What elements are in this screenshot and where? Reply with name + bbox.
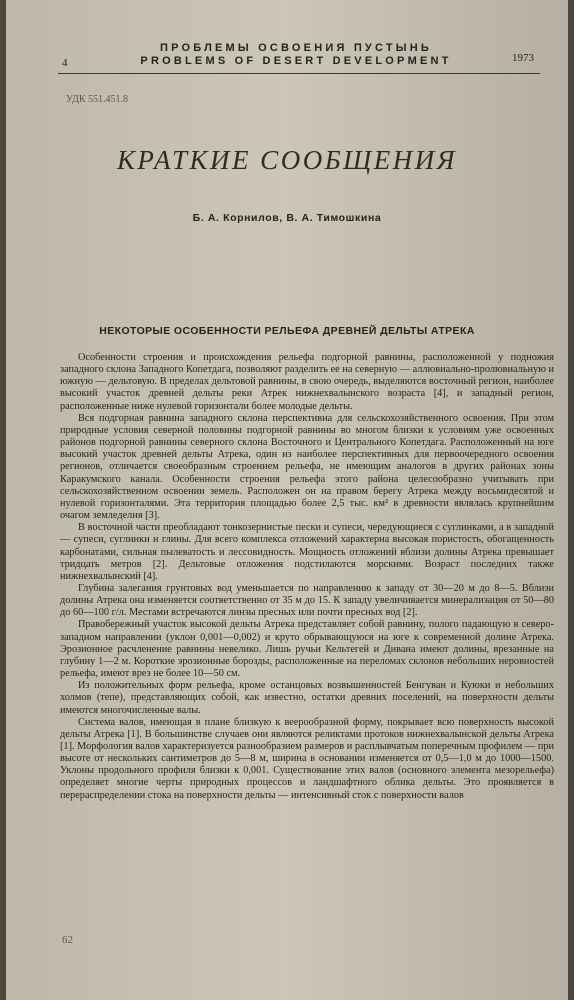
- udk-code: УДК 551.451.8: [66, 94, 129, 105]
- paragraph-4: Глубина залегания грунтовых вод уменьшается по направлению к западу от 30—20 м до 8—5. Вблизи долины Атрека она изменяется соответственно от 35 м до 15. К западу увеличивается минерализация от 50—80 до 60—100 г/л. Местами встречаются линзы пресных или почти пресных вод [2].: [60, 582, 554, 619]
- journal-page: [6, 0, 568, 1000]
- header-rule: [58, 73, 540, 74]
- article-title: НЕКОТОРЫЕ ОСОБЕННОСТИ РЕЛЬЕФА ДРЕВНЕЙ ДЕЛЬТЫ АТРЕКА: [99, 325, 475, 337]
- paragraph-6: Из положительных форм рельефа, кроме останцовых возвышенностей Бенгуван и Куюки и небольших холмов (тепе), представляющих собой, как известно, остатки древних поселений, на поверхности дельты имеются многочисленные валы.: [60, 680, 554, 716]
- paragraph-2: Вся подгорная равнина западного склона перспективна для сельскохозяйственного освоения. При этом природные условия северной половины подгорной равнины во многом близки к условиям уже освоенных районов подгорной равнины северного склона Восточного и Центрального Копетдага. Расположенный на юге высокий участок древней дельты Атрека, один из наиболее перспективных для первоочередного освоения регионов, отличается своеобразным строением рельефа, не имеющим аналогов в других районах зоны Каракумского канала. Особенности строения рельефа этого района целесообразно учитывать при сельскохозяйственном освоении земель. Расположен он на правом берегу Атрека между восьмидесятой и нулевой горизонталями. Эта территория площадью более 2,5 тыс. км² в древности являлась крупнейшим очагом земледелия [3].: [60, 412, 554, 522]
- paragraph-7: Система валов, имеющая в плане близкую к веерообразной форму, покрывает всю поверхность высокой дельты Атрека [1]. В большинстве случаев они являются реликтами протоков нижнехвалынской дельты Атрека [1]. Морфология валов характеризуется разнообразием размеров и расплывчатым поперечным профилем — при высоте от нескольких сантиметров до 5—8 м, ширина в основании изменяется от 0,5—1,0 м до 1000—1500. Уклоны продольного профиля близки к 0,001. Существование этих валов (основного элемента мезорельефа) определяет многие черты природных процессов и ландшафтного облика дельты. Это проявляется в перераспределении стока на поверхности дельты — интенсивный сток с поверхности валов: [60, 716, 554, 801]
- header-journal-title-ru: ПРОБЛЕМЫ ОСВОЕНИЯ ПУСТЫНЬ: [160, 42, 432, 54]
- article-body: [60, 352, 554, 802]
- header-page-number: 4: [62, 57, 68, 69]
- folio-number: 62: [62, 934, 73, 946]
- header-journal-title-en: PROBLEMS OF DESERT DEVELOPMENT: [140, 55, 452, 67]
- section-title: КРАТКИЕ СООБЩЕНИЯ: [116, 145, 458, 175]
- paragraph-5: Правобережный участок высокой дельты Атрека представляет собой равнину, полого падающую в северо-западном направлении (уклон 0,001—0,002) и круто обрывающуюся на юге к современной долине Атрека. Эрозионное расчленение равнины невелико. Лишь ручьи Кельтегей и Дивана имеют долины, врезанные на глубину 1—2 м. Короткие эрозионные борозды, расположенные на переломах склонов небольших неровностей рельефа, имеют врез не более 10—50 см.: [60, 619, 554, 680]
- paragraph-1: Особенности строения и происхождения рельефа подгорной равнины, расположенной у подножия западного склона Западного Копетдага, позволяют разделить ее на северную — аллювиально-пролювиальную и южную — дельтовую. В пределах дельтовой равнины, в свою очередь, выделяются восточный регион, наиболее высокий участок древней дельты реки Атрек нижнехвалынского возраста [4], и западный регион, расположенные ниже нулевой горизонтали более молодые дельты.: [60, 352, 554, 412]
- header-year: 1973: [512, 52, 534, 64]
- paragraph-3: В восточной части преобладают тонкозернистые пески и супеси, чередующиеся с суглинками, а в западной — супеси, суглинки и глины. Для всего комплекса отложений характерна высокая пористость, обогащенность карбонатами, сильная пылеватость и лессовидность. Мощность отложений вблизи долины Атрека превышает тридцать метров [2]. Дельтовые отложения подстилаются морскими. Возраст последних также нижнехвалынский [4].: [60, 522, 554, 582]
- authors: Б. А. Корнилов, В. А. Тимошкина: [192, 212, 382, 224]
